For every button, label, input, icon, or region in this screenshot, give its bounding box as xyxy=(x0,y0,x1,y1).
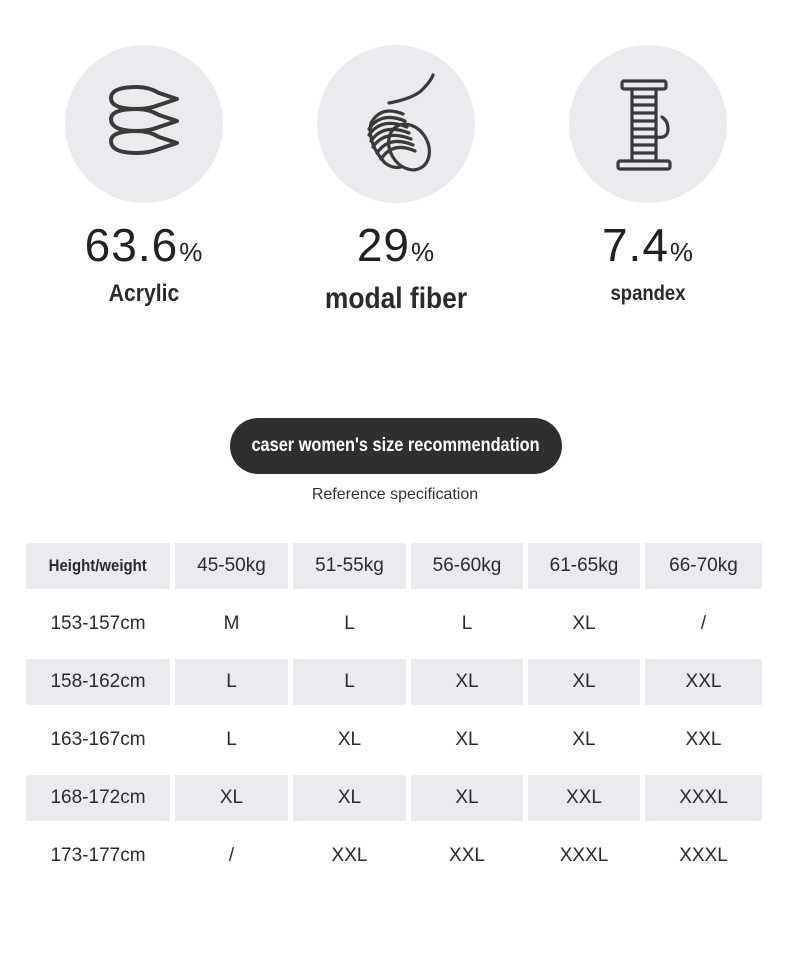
fabric-modal xyxy=(296,45,496,316)
header-cell-weight: 45-50kg xyxy=(175,543,288,589)
row-height-cell: 173-177cm xyxy=(50,845,146,866)
fabric-composition xyxy=(0,0,790,330)
size-cell: XL xyxy=(572,613,596,634)
row-height-cell: 153-157cm xyxy=(50,613,146,634)
size-cell: XXXL xyxy=(645,775,762,821)
size-cell: XL xyxy=(528,659,640,705)
header-cell-weight: 56-60kg xyxy=(411,543,523,589)
size-recommendation-title: caser women's size recommendation xyxy=(230,418,562,474)
acrylic-icon-circle xyxy=(65,45,223,203)
spring-spool-icon xyxy=(598,69,698,179)
size-cell: XL xyxy=(572,729,596,750)
size-cell: / xyxy=(700,613,707,634)
size-cell: XL xyxy=(293,775,406,821)
size-cell: L xyxy=(293,659,406,705)
size-cell: XL xyxy=(411,775,523,821)
header-cell-weight: 51-55kg xyxy=(293,543,406,589)
size-cell: XXL xyxy=(331,845,368,866)
size-cell: L xyxy=(175,659,288,705)
size-cell: L xyxy=(226,729,237,750)
fabric-acrylic xyxy=(44,45,244,308)
table-header-row xyxy=(26,543,764,589)
row-height-cell: 168-172cm xyxy=(26,775,170,821)
modal-percent: 29% xyxy=(356,219,436,271)
layers-icon xyxy=(99,79,189,169)
size-cell: XXL xyxy=(449,845,485,866)
table-row xyxy=(26,775,764,821)
table-row xyxy=(26,717,764,763)
spandex-label: spandex xyxy=(610,282,686,305)
size-cell: L xyxy=(461,613,473,634)
header-cell-weight: 66-70kg xyxy=(645,543,762,589)
size-cell: XXL xyxy=(685,729,722,750)
size-cell: XL xyxy=(411,659,523,705)
fabric-spandex xyxy=(548,45,748,306)
acrylic-percent: 63.6% xyxy=(84,219,204,271)
size-cell: XL xyxy=(455,729,479,750)
reference-specification-subtitle: Reference specification xyxy=(311,486,479,503)
yarn-spool-icon xyxy=(341,69,451,179)
table-row xyxy=(26,659,764,705)
size-cell: XXL xyxy=(528,775,640,821)
size-cell: L xyxy=(344,613,355,634)
row-height-cell: 158-162cm xyxy=(26,659,170,705)
acrylic-label: Acrylic xyxy=(108,280,180,307)
size-cell: XXL xyxy=(645,659,762,705)
modal-icon-circle xyxy=(317,45,475,203)
size-cell: M xyxy=(223,613,240,634)
table-row xyxy=(26,833,764,879)
spandex-icon-circle xyxy=(569,45,727,203)
row-height-cell: 163-167cm xyxy=(50,729,146,750)
size-cell: XL xyxy=(337,729,362,750)
size-cell: XXXL xyxy=(679,845,728,866)
size-cell: XXXL xyxy=(559,845,609,866)
header-cell-height-weight: Height/weight xyxy=(26,543,170,589)
spandex-percent: 7.4% xyxy=(601,219,695,271)
table-row xyxy=(26,601,764,647)
header-cell-weight: 61-65kg xyxy=(528,543,640,589)
size-cell: / xyxy=(228,845,235,866)
modal-label: modal fiber xyxy=(324,282,468,315)
size-table xyxy=(26,543,764,891)
size-cell: XL xyxy=(175,775,288,821)
